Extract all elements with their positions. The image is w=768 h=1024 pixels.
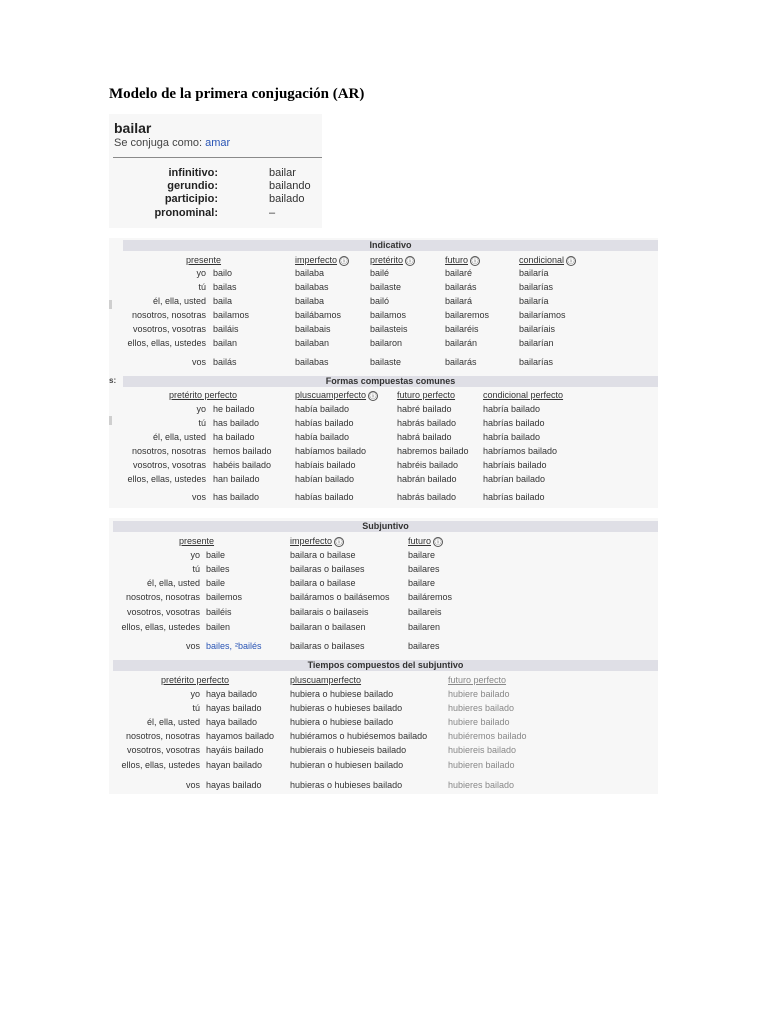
conjugated-form: bailaremos [445,310,490,320]
conjugated-form: habías bailado [295,492,354,502]
pronoun-label: nosotros, nosotras [125,731,200,741]
tense-heading-label[interactable]: pretérito perfecto [169,390,238,400]
form-value: bailando [269,180,311,192]
conjugated-form: hubieran o hubiesen bailado [290,760,404,770]
conjugated-form: bailaren [408,622,441,632]
pronoun-label: vos [185,641,200,651]
conjugated-form: bailarías [519,357,554,367]
pronoun-label: nosotros, nosotras [131,446,206,456]
conjugated-form: bailábamos [295,310,342,320]
tense-heading[interactable] [186,255,221,266]
conjugated-form: hubieres bailado [448,780,515,790]
tense-heading-label[interactable]: pluscuamperfecto [295,390,367,400]
tense-heading-label[interactable]: presente [179,536,215,546]
compound-subjuntivo-header: Tiempos compuestos del subjuntivo [113,660,658,671]
tense-heading-label[interactable]: imperfecto [290,536,333,546]
tense-heading-label[interactable]: futuro perfecto [448,675,507,685]
conjugated-form: hubiereis bailado [448,745,517,755]
conjugated-form: habías bailado [295,418,354,428]
conjugated-form: he bailado [213,404,255,414]
conjugated-form: bailaras o bailases [290,564,365,574]
conjugated-form: bailara o bailase [290,578,356,588]
form-label: participio: [164,193,218,205]
conjugated-form: había bailado [295,432,350,442]
pronoun-label: vos [191,492,206,502]
conjugated-form: hemos bailado [213,446,272,456]
conjugated-form: has bailado [213,418,260,428]
conjugated-form: habremos bailado [397,446,469,456]
document-title: Modelo de la primera conjugación (AR) [109,86,365,102]
conjugated-form: hubieren bailado [448,760,515,770]
conjugated-form: hubiéramos o hubiésemos bailado [290,731,428,741]
tense-heading-label[interactable]: pretérito [370,255,404,265]
info-icon[interactable]: ⓘ [434,537,442,546]
tense-heading-label[interactable]: futuro perfecto [397,390,456,400]
pronoun-label: nosotros, nosotras [131,310,206,320]
conjugated-form: bailamos [370,310,407,320]
vos-form[interactable]: bailes, [206,641,233,651]
info-icon[interactable]: ⓘ [335,537,343,546]
verb-card [109,114,322,228]
form-row-pronominal [109,207,322,221]
pronoun-label: ellos, ellas, ustedes [121,622,200,632]
conjugated-form: habrías bailado [483,418,545,428]
subjuntivo-table [109,518,658,794]
conjugated-form: baile [206,578,226,588]
conjugated-form: habríais bailado [483,460,547,470]
conjugated-form: hubiere bailado [448,717,510,727]
subjuntivo-header: Subjuntivo [113,521,658,532]
conjugated-form: bailará [445,296,473,306]
conjugated-form: hayan bailado [206,760,263,770]
pronoun-label: tú [198,282,206,292]
tense-heading[interactable] [295,390,378,401]
conjugated-form: bailamos [213,310,250,320]
conjugated-form: habrás bailado [397,492,457,502]
pronoun-label: tú [192,703,200,713]
conjugated-form: bailara o bailase [290,550,356,560]
tense-heading[interactable] [483,390,563,401]
conjugated-form: bailéis [206,607,232,617]
pronoun-label: él, ella, usted [152,432,206,442]
pronoun-label: ellos, ellas, ustedes [127,474,206,484]
pronoun-label: vos [185,780,200,790]
conjugated-form: habré bailado [397,404,452,414]
form-row-infinitivo [109,167,322,181]
conjugated-form: haya bailado [206,717,258,727]
conjugated-form: bailes [206,564,230,574]
conjugated-form: bailen [206,622,231,632]
info-icon[interactable]: ⓘ [406,256,414,265]
conjugated-form: bailare [408,578,436,588]
tense-heading-label[interactable]: futuro [408,536,432,546]
info-icon[interactable]: ⓘ [567,256,575,265]
conjugated-form: bailan [213,338,238,348]
tense-heading[interactable] [408,536,443,547]
conjugated-form: hayas bailado [206,703,262,713]
conjugated-form: habrá bailado [397,432,452,442]
tense-heading[interactable] [161,675,229,686]
vos-alt-form[interactable]: ²bailés [235,641,262,651]
pronoun-label: yo [196,268,206,278]
conjugated-form: hayas bailado [206,780,262,790]
conjugated-form: bailaríamos [519,310,566,320]
conjugated-form: bailaba [295,296,325,306]
conjugated-form: bailaba [295,268,325,278]
indicativo-table [109,238,658,508]
conjugated-form: hubiere bailado [448,689,510,699]
conjugated-form: bailarais o bailaseis [290,607,369,617]
tense-heading[interactable] [179,536,214,547]
form-row-gerundio [109,180,322,194]
conjugated-form: bailasteis [370,324,408,334]
conjugated-form: hubieras o hubieses bailado [290,780,403,790]
card-divider [113,157,322,158]
conjugated-form: hubiera o hubiese bailado [290,717,394,727]
conjugated-form: bailabas [295,282,329,292]
info-icon[interactable]: ⓘ [471,256,479,265]
info-icon[interactable]: ⓘ [369,391,377,400]
conjugated-form: bailaban [295,338,330,348]
conjugated-form: bailarás [445,282,477,292]
pronoun-label: yo [190,550,200,560]
tense-heading[interactable] [445,255,480,266]
pronoun-label: él, ella, usted [152,296,206,306]
conjugated-form: habíamos bailado [295,446,367,456]
conjugated-form: bailabais [295,324,331,334]
conjugated-form: bailaríais [519,324,556,334]
conjugated-form: bailaré [445,268,473,278]
conjugated-form: bailareis [408,607,442,617]
conjugated-form: había bailado [295,404,350,414]
conjugated-form: baila [213,296,233,306]
tense-heading-label[interactable]: pluscuamperfecto [290,675,362,685]
pronoun-label: él, ella, usted [146,578,200,588]
pronoun-label: nosotros, nosotras [125,592,200,602]
conjugated-form: habríamos bailado [483,446,558,456]
pronoun-label: él, ella, usted [146,717,200,727]
conjugated-form: bailaría [519,296,549,306]
conjugated-form: habrían bailado [483,474,546,484]
conjugated-form: habrán bailado [397,474,457,484]
tense-heading[interactable] [519,255,576,266]
conjugated-form: hubieras o hubieses bailado [290,703,403,713]
conjugated-form: bailaste [370,282,402,292]
conjugated-form: bailaréis [445,324,479,334]
conjugated-form: bailé [370,268,390,278]
conjugated-form: bailabas [295,357,329,367]
info-icon[interactable]: ⓘ [340,256,348,265]
conjugated-form: habíais bailado [295,460,356,470]
conjugated-form: bailemos [206,592,243,602]
form-label: pronominal: [154,207,218,219]
conjugated-form: bailarás [445,357,477,367]
pronoun-label: vosotros, vosotras [126,607,200,617]
conjugated-form: bailas [213,282,237,292]
conjuga-como-line [114,137,230,149]
pronoun-label: vos [191,357,206,367]
tense-heading-label[interactable]: pretérito perfecto [161,675,230,685]
conjugated-form: bailaría [519,268,549,278]
conjugated-form: bailáremos [408,592,453,602]
conjugated-form: habría bailado [483,432,541,442]
form-value: bailar [269,167,296,179]
conjugated-form [206,641,262,652]
pronoun-label: vosotros, vosotras [132,460,206,470]
conjugated-form: han bailado [213,474,260,484]
pronoun-label: yo [196,404,206,414]
form-value: – [269,207,276,219]
conjugated-form: bailarán [445,338,478,348]
cropped-edge-mark: s: [109,376,117,385]
conjugated-form: hubiera o hubiese bailado [290,689,394,699]
conjugated-form: hayamos bailado [206,731,275,741]
conjugated-form: bailaras o bailases [290,641,365,651]
conjugated-form: hayáis bailado [206,745,264,755]
conjugated-form: bailaron [370,338,403,348]
indicativo-header: Indicativo [123,240,658,251]
conjugated-form: habéis bailado [213,460,272,470]
tense-heading-label[interactable]: condicional [519,255,565,265]
conjugated-form: bailo [213,268,233,278]
pronoun-label: vosotros, vosotras [132,324,206,334]
conjugated-form: bailáramos o bailásemos [290,592,390,602]
compound-indicativo-header: Formas compuestas comunes [123,376,658,387]
model-verb-link[interactable]: amar [205,137,231,149]
conjugated-form: bailare [408,550,436,560]
conjugated-form: bailaran o bailasen [290,622,366,632]
conjuga-prefix: Se conjuga como: [114,137,203,149]
tense-heading-label[interactable]: presente [186,255,222,265]
tense-heading-label[interactable]: imperfecto [295,255,338,265]
conjugated-form: haya bailado [206,689,258,699]
form-label: gerundio: [167,180,218,192]
conjugated-form: bailares [408,564,440,574]
tense-heading[interactable] [397,390,455,401]
tense-heading[interactable] [448,675,506,686]
tense-heading-label[interactable]: condicional perfecto [483,390,564,400]
conjugated-form: bailares [408,641,440,651]
form-value: bailado [269,193,305,205]
tense-heading[interactable] [290,536,344,547]
conjugated-form: bailáis [213,324,239,334]
conjugated-form: baile [206,550,226,560]
pronoun-label: ellos, ellas, ustedes [127,338,206,348]
conjugated-form: has bailado [213,492,260,502]
conjugated-form: bailás [213,357,237,367]
tense-heading[interactable] [295,255,349,266]
conjugated-form: hubiéremos bailado [448,731,527,741]
pronoun-label: tú [192,564,200,574]
conjugated-form: habréis bailado [397,460,459,470]
conjugated-form: bailaste [370,357,402,367]
conjugated-form: habrás bailado [397,418,457,428]
pronoun-label: ellos, ellas, ustedes [121,760,200,770]
conjugated-form: bailarías [519,282,554,292]
tense-heading[interactable] [290,675,361,686]
conjugated-form: habrías bailado [483,492,545,502]
pronoun-label: tú [198,418,206,428]
pronoun-label: vosotros, vosotras [126,745,200,755]
conjugated-form: ha bailado [213,432,255,442]
pronoun-label: yo [190,689,200,699]
conjugated-form: habían bailado [295,474,355,484]
conjugated-form: bailó [370,296,390,306]
tense-heading-label[interactable]: futuro [445,255,469,265]
tense-heading[interactable] [370,255,415,266]
conjugated-form: habría bailado [483,404,541,414]
verb-title: bailar [114,120,152,136]
form-label: infinitivo: [168,167,218,179]
conjugated-form: hubieres bailado [448,703,515,713]
form-row-participio [109,193,322,207]
conjugated-form: hubierais o hubieseis bailado [290,745,407,755]
tense-heading[interactable] [169,390,237,401]
conjugated-form: bailarían [519,338,554,348]
